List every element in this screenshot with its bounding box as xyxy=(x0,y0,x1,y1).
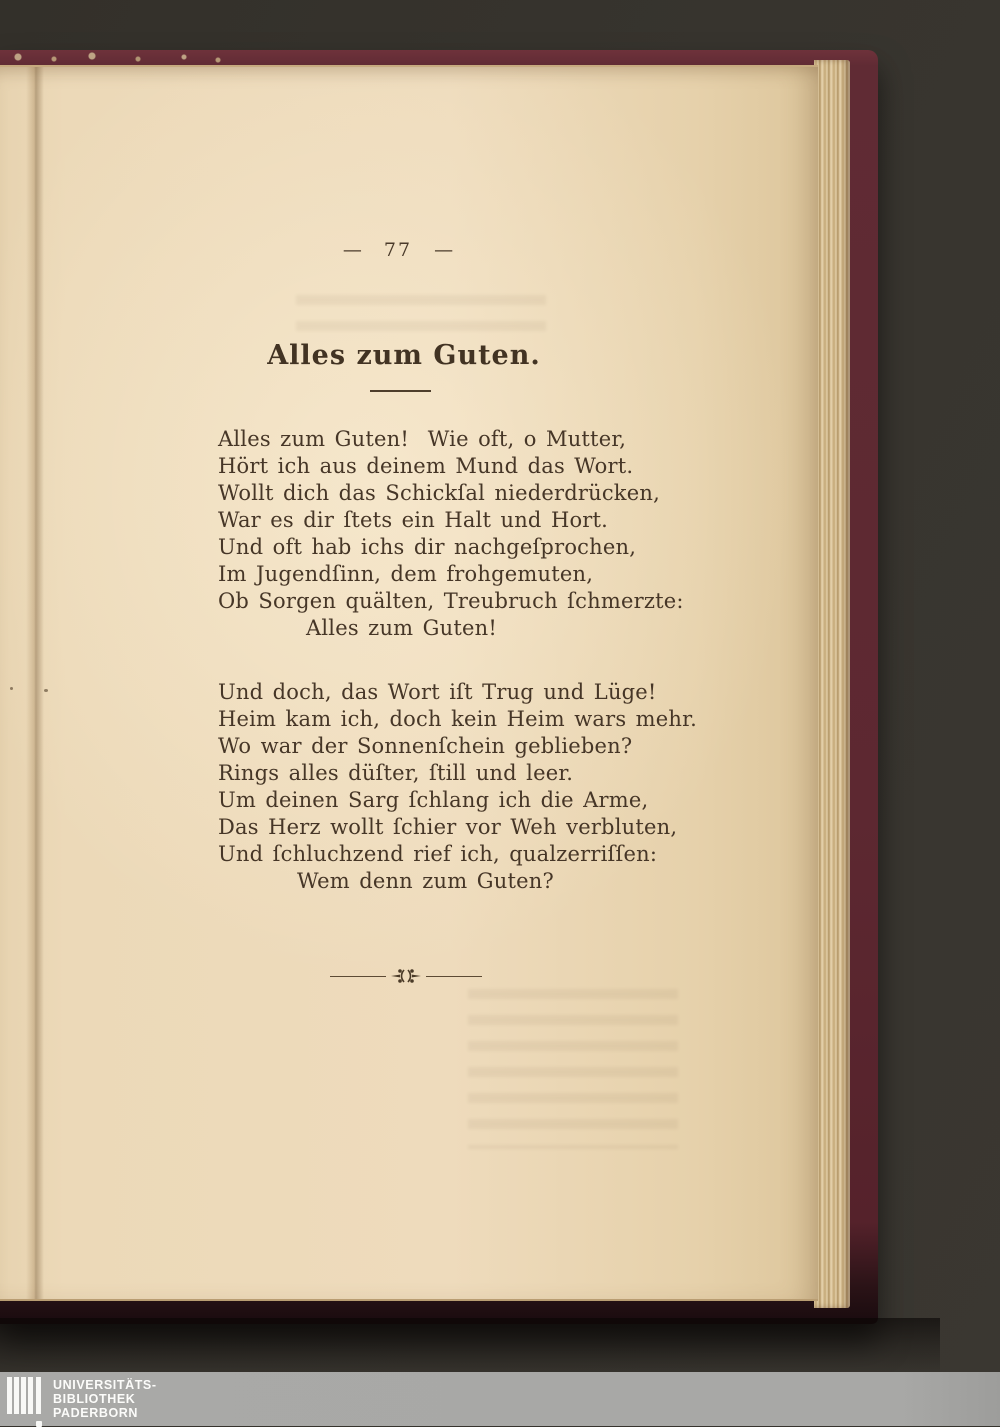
title-rule xyxy=(370,390,431,392)
cover-wear-marks xyxy=(6,51,236,64)
library-name-line2: BIBLIOTHEK xyxy=(53,1392,136,1406)
poem-line: Alles zum Guten! Wie oft, o Mutter, xyxy=(218,427,627,451)
library-watermark-band xyxy=(0,1372,1000,1426)
page-number-dash: — xyxy=(342,239,362,261)
poem-line: Im Jugendſinn, dem frohgemuten, xyxy=(218,562,594,586)
logo-bar xyxy=(36,1377,41,1414)
page-number-value: 77 xyxy=(383,239,413,261)
end-ornament xyxy=(330,967,482,985)
page-number-dash: — xyxy=(434,239,454,261)
page-number xyxy=(0,239,796,261)
poem-line: Heim kam ich, doch kein Heim wars mehr. xyxy=(218,707,697,731)
poem-line: Rings alles düſter, ſtill und leer. xyxy=(218,761,574,785)
library-name-line1: UNIVERSITÄTS- xyxy=(53,1378,157,1392)
poem-line: Hört ich aus deinem Mund das Wort. xyxy=(218,454,634,478)
poem-line: Und ſchluchzend rief ich, qualzerriſſen: xyxy=(218,842,658,866)
poem-line: War es dir ſtets ein Halt und Hort. xyxy=(218,508,609,532)
poem-title: Alles zum Guten. xyxy=(267,340,541,371)
logo-bar xyxy=(21,1377,26,1414)
paper-speck xyxy=(44,689,48,692)
poem-stanza-2 xyxy=(218,679,697,895)
logo-exclamation-dot xyxy=(36,1421,42,1427)
library-name-line3: PADERBORN xyxy=(53,1406,139,1420)
fleuron-icon xyxy=(389,968,423,984)
poem-line: Wo war der Sonnenſchein geblieben? xyxy=(218,734,633,758)
show-through-ghost xyxy=(468,989,678,1149)
poem-line: Alles zum Guten! xyxy=(306,616,497,640)
logo-bar xyxy=(14,1377,19,1414)
poem-line: Das Herz wollt ſchier vor Weh verbluten, xyxy=(218,815,678,839)
logo-bar xyxy=(7,1377,12,1414)
poem-line: Wem denn zum Guten? xyxy=(297,869,554,893)
page-stack-edges xyxy=(814,60,850,1308)
logo-bar xyxy=(28,1377,33,1414)
ornament-rule-left xyxy=(330,976,386,977)
poem-line: Und oft hab ichs dir nachgeſprochen, xyxy=(218,535,637,559)
poem-line: Wollt dich das Schickſal niederdrücken, xyxy=(218,481,660,505)
poem-line: Und doch, das Wort iſt Trug und Lüge! xyxy=(218,680,657,704)
book-page xyxy=(0,65,818,1301)
poem-line: Ob Sorgen quälten, Treubruch ſchmerzte: xyxy=(218,589,684,613)
show-through-ghost xyxy=(296,295,546,339)
poem-stanza-1 xyxy=(218,426,684,642)
library-logo-icon xyxy=(7,1377,49,1426)
ornament-rule-right xyxy=(426,976,482,977)
paper-speck xyxy=(10,687,13,690)
poem-line: Um deinen Sarg ſchlang ich die Arme, xyxy=(218,788,649,812)
library-name xyxy=(53,1378,157,1420)
book-shadow xyxy=(0,1318,940,1378)
